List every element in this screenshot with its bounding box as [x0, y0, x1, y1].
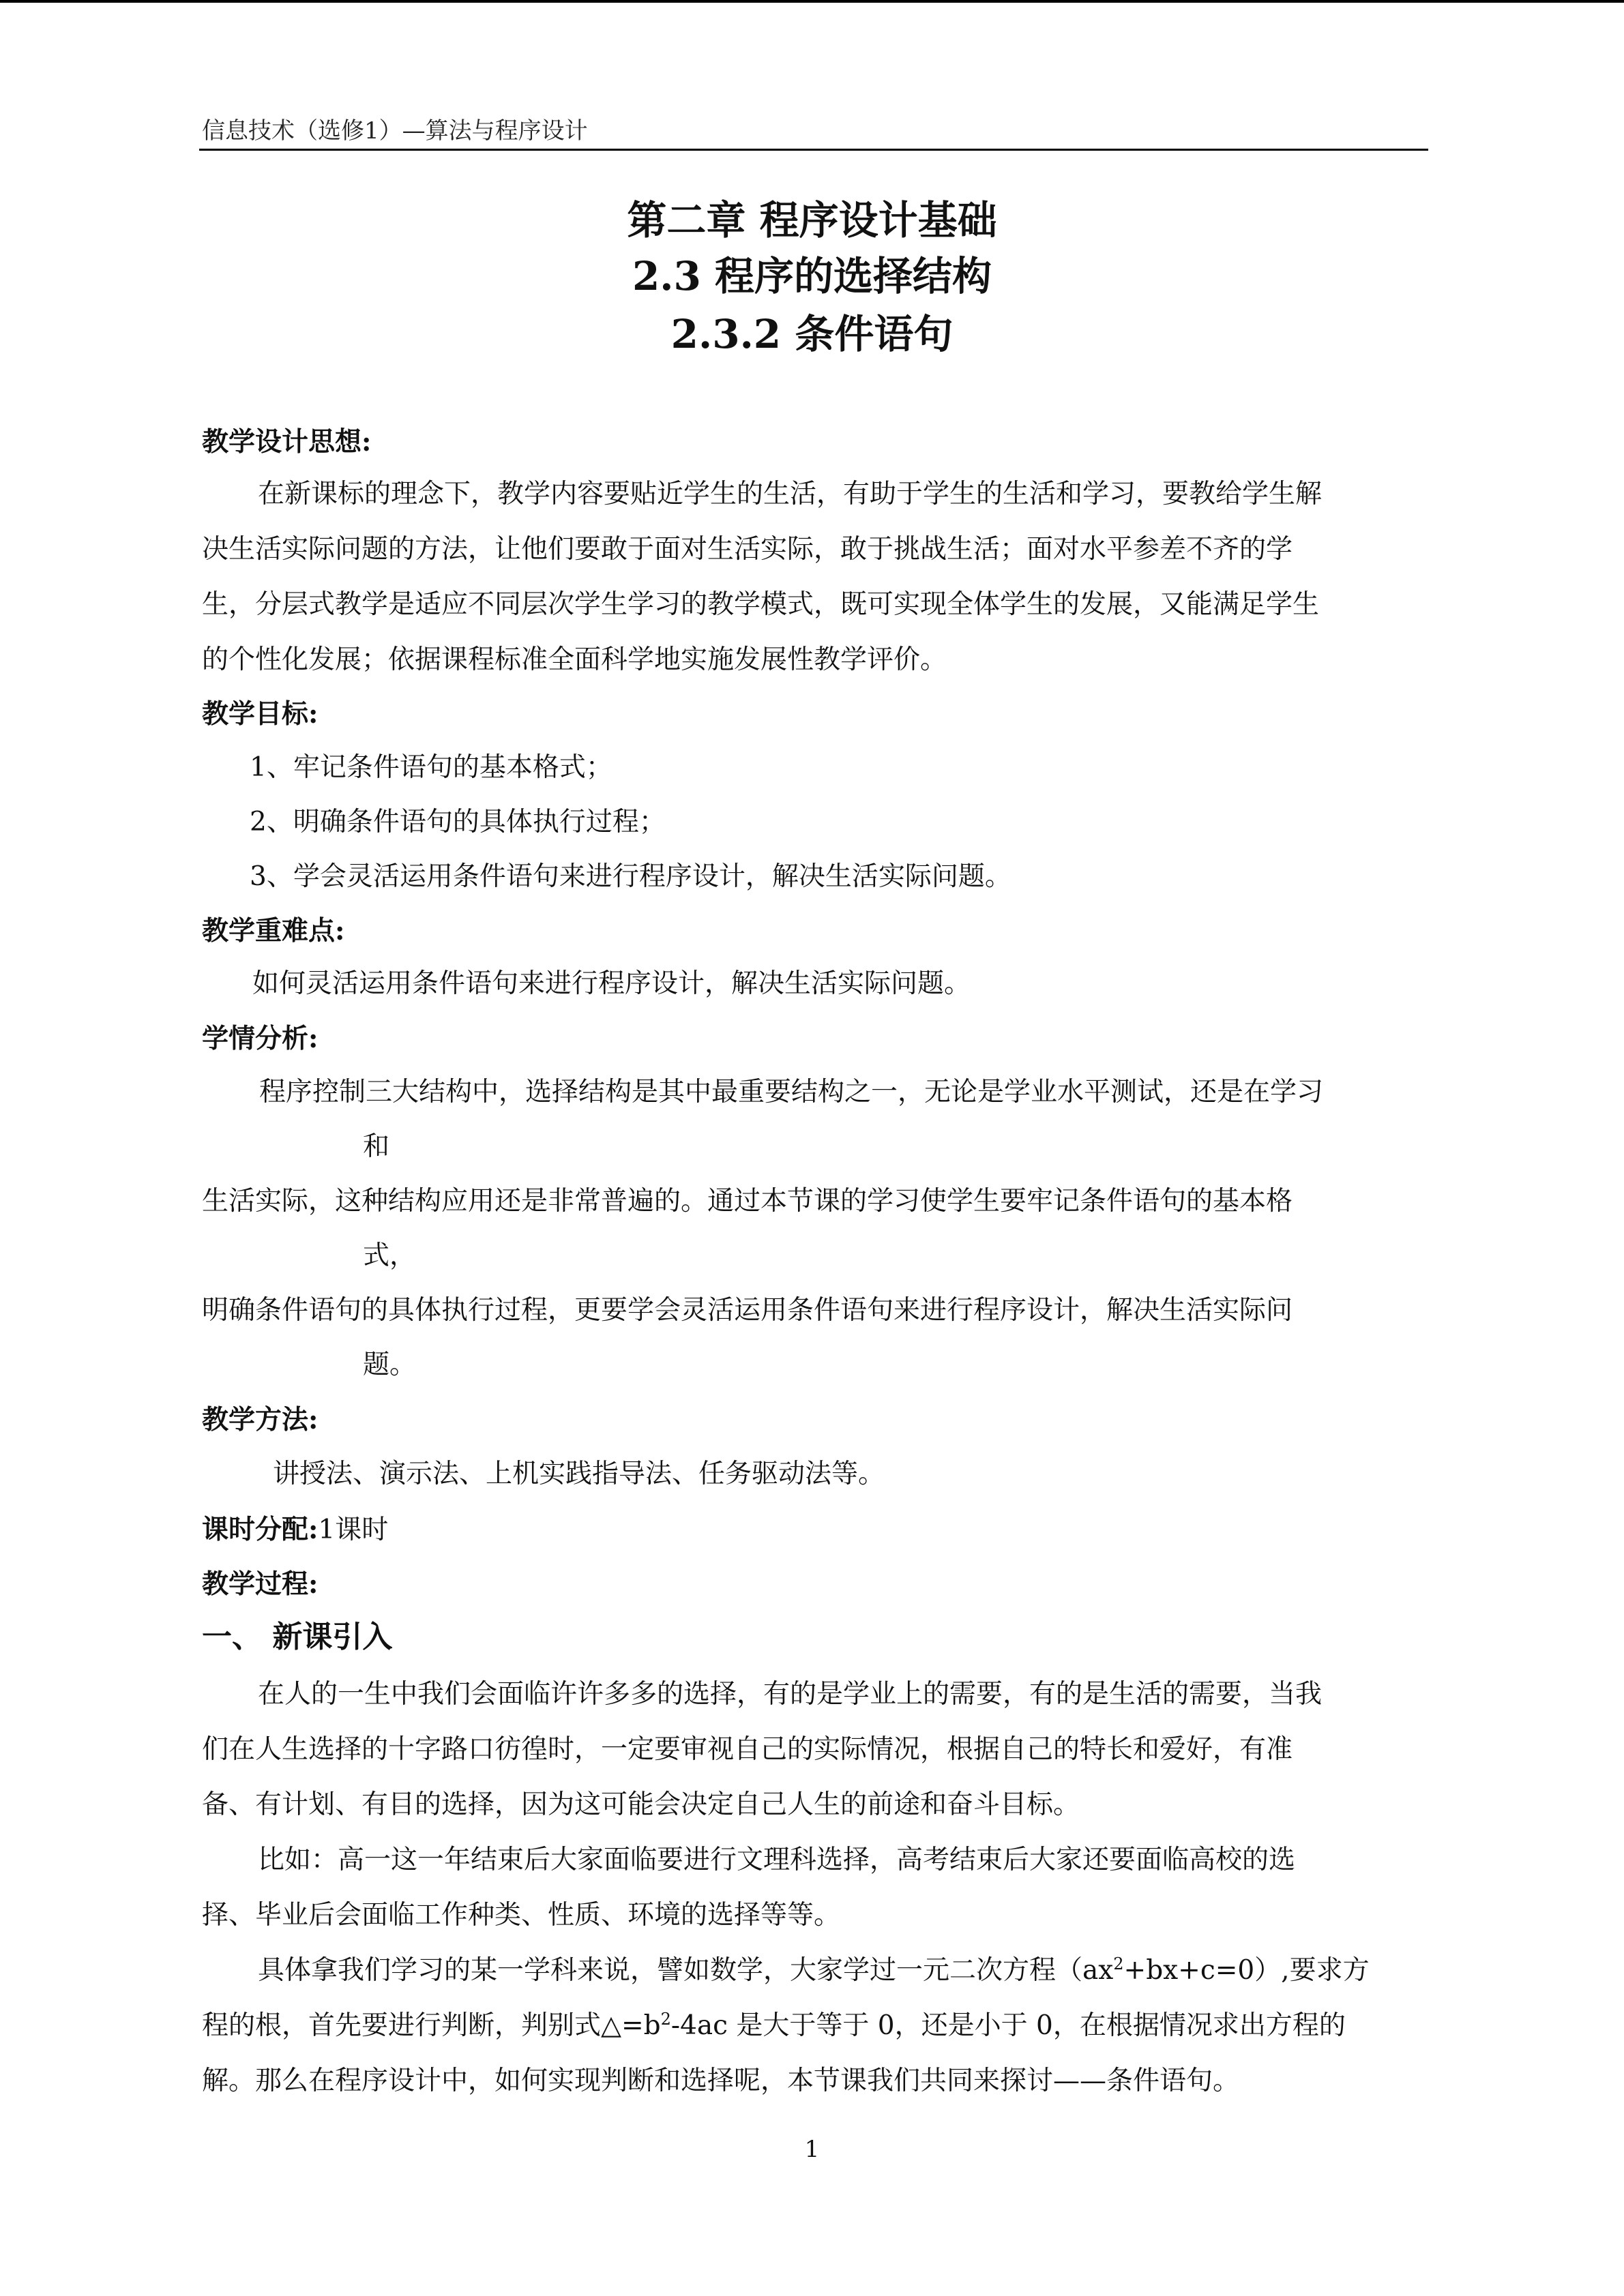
math-para-line: 解。那么在程序设计中，如何实现判断和选择呢，本节课我们共同来探讨——条件语句。 — [202, 2066, 1240, 2096]
section-title: 2.3 程序的选择结构 — [632, 253, 992, 299]
analysis-line: 式， — [363, 1240, 417, 1271]
superscript: 2 — [1113, 1954, 1124, 1973]
analysis-line: 程序控制三大结构中，选择结构是其中最重要结构之一，无论是学业水平测试，还是在学习 — [259, 1077, 1324, 1107]
design-idea-line: 的个性化发展；依据课程标准全面科学地实施发展性教学评价。 — [202, 644, 947, 675]
part-one-title: 一、 新课引入 — [202, 1620, 393, 1654]
analysis-line: 明确条件语句的具体执行过程，更要学会灵活运用条件语句来进行程序设计，解决生活实际问 — [202, 1295, 1293, 1326]
design-idea-heading: 教学设计思想: — [202, 426, 372, 458]
key-points-heading: 教学重难点: — [202, 915, 345, 946]
objective-item: 2、明确条件语句的具体执行过程； — [250, 807, 666, 837]
intro-para-line: 在人的一生中我们会面临许许多多的选择，有的是学业上的需要，有的是生活的需要，当我 — [258, 1679, 1323, 1710]
subsection-title: 2.3.2 条件语句 — [670, 311, 954, 357]
design-idea-line: 在新课标的理念下，教学内容要贴近学生的生活，有助于学生的生活和学习，要教给学生解 — [258, 479, 1323, 509]
hours-heading: 课时分配: — [202, 1514, 319, 1545]
chapter-title: 第二章 程序设计基础 — [627, 197, 997, 243]
running-header: 信息技术（选修1）—算法与程序设计 — [202, 117, 588, 145]
analysis-line: 和 — [363, 1131, 390, 1162]
math-text: +bx+c=0）,要求方 — [1123, 1955, 1370, 1986]
design-idea-line: 决生活实际问题的方法，让他们要敢于面对生活实际，敢于挑战生活；面对水平参差不齐的学 — [202, 534, 1293, 565]
design-idea-line: 生，分层式教学是适应不同层次学生学习的教学模式，既可实现全体学生的发展，又能满足学生 — [202, 589, 1320, 620]
analysis-line: 生活实际，这种结构应用还是非常普遍的。通过本节课的学习使学生要牢记条件语句的基本格 — [202, 1186, 1293, 1217]
objective-item: 3、学会灵活运用条件语句来进行程序设计，解决生活实际问题。 — [250, 861, 1012, 892]
math-para-line — [202, 2009, 1346, 2043]
intro-para-line: 备、有计划、有目的选择，因为这可能会决定自己人生的前途和奋斗目标。 — [202, 1789, 1080, 1820]
methods-heading: 教学方法: — [202, 1404, 319, 1435]
math-text: 程的根，首先要进行判断，判别式△=b — [202, 2010, 661, 2041]
analysis-line: 题。 — [363, 1350, 417, 1380]
example-para-line: 择、毕业后会面临工作种类、性质、环境的选择等等。 — [202, 1900, 841, 1930]
hours-value: 1课时 — [318, 1515, 389, 1545]
process-heading: 教学过程: — [202, 1568, 319, 1600]
example-para-line: 比如：高一这一年结束后大家面临要进行文理科选择，高考结束后大家还要面临高校的选 — [258, 1845, 1296, 1875]
objectives-heading: 教学目标: — [202, 698, 319, 730]
math-para-line — [258, 1954, 1370, 1988]
header-rule — [199, 149, 1428, 151]
analysis-heading: 学情分析: — [202, 1023, 319, 1054]
superscript: 2 — [660, 2010, 671, 2029]
key-points-text: 如何灵活运用条件语句来进行程序设计，解决生活实际问题。 — [252, 968, 971, 999]
hours-line — [202, 1512, 388, 1547]
objective-item: 1、牢记条件语句的基本格式； — [250, 752, 612, 783]
page-number: 1 — [804, 2136, 820, 2163]
math-text: -4ac 是大于等于 0，还是小于 0，在根据情况求出方程的 — [670, 2010, 1346, 2041]
methods-text: 讲授法、演示法、上机实践指导法、任务驱动法等。 — [273, 1459, 885, 1489]
page-top-border — [0, 0, 1624, 3]
intro-para-line: 们在人生选择的十字路口彷徨时，一定要审视自己的实际情况，根据自己的特长和爱好，有准 — [202, 1734, 1293, 1765]
math-text: 具体拿我们学习的某一学科来说，譬如数学，大家学过一元二次方程（ax — [258, 1955, 1114, 1986]
